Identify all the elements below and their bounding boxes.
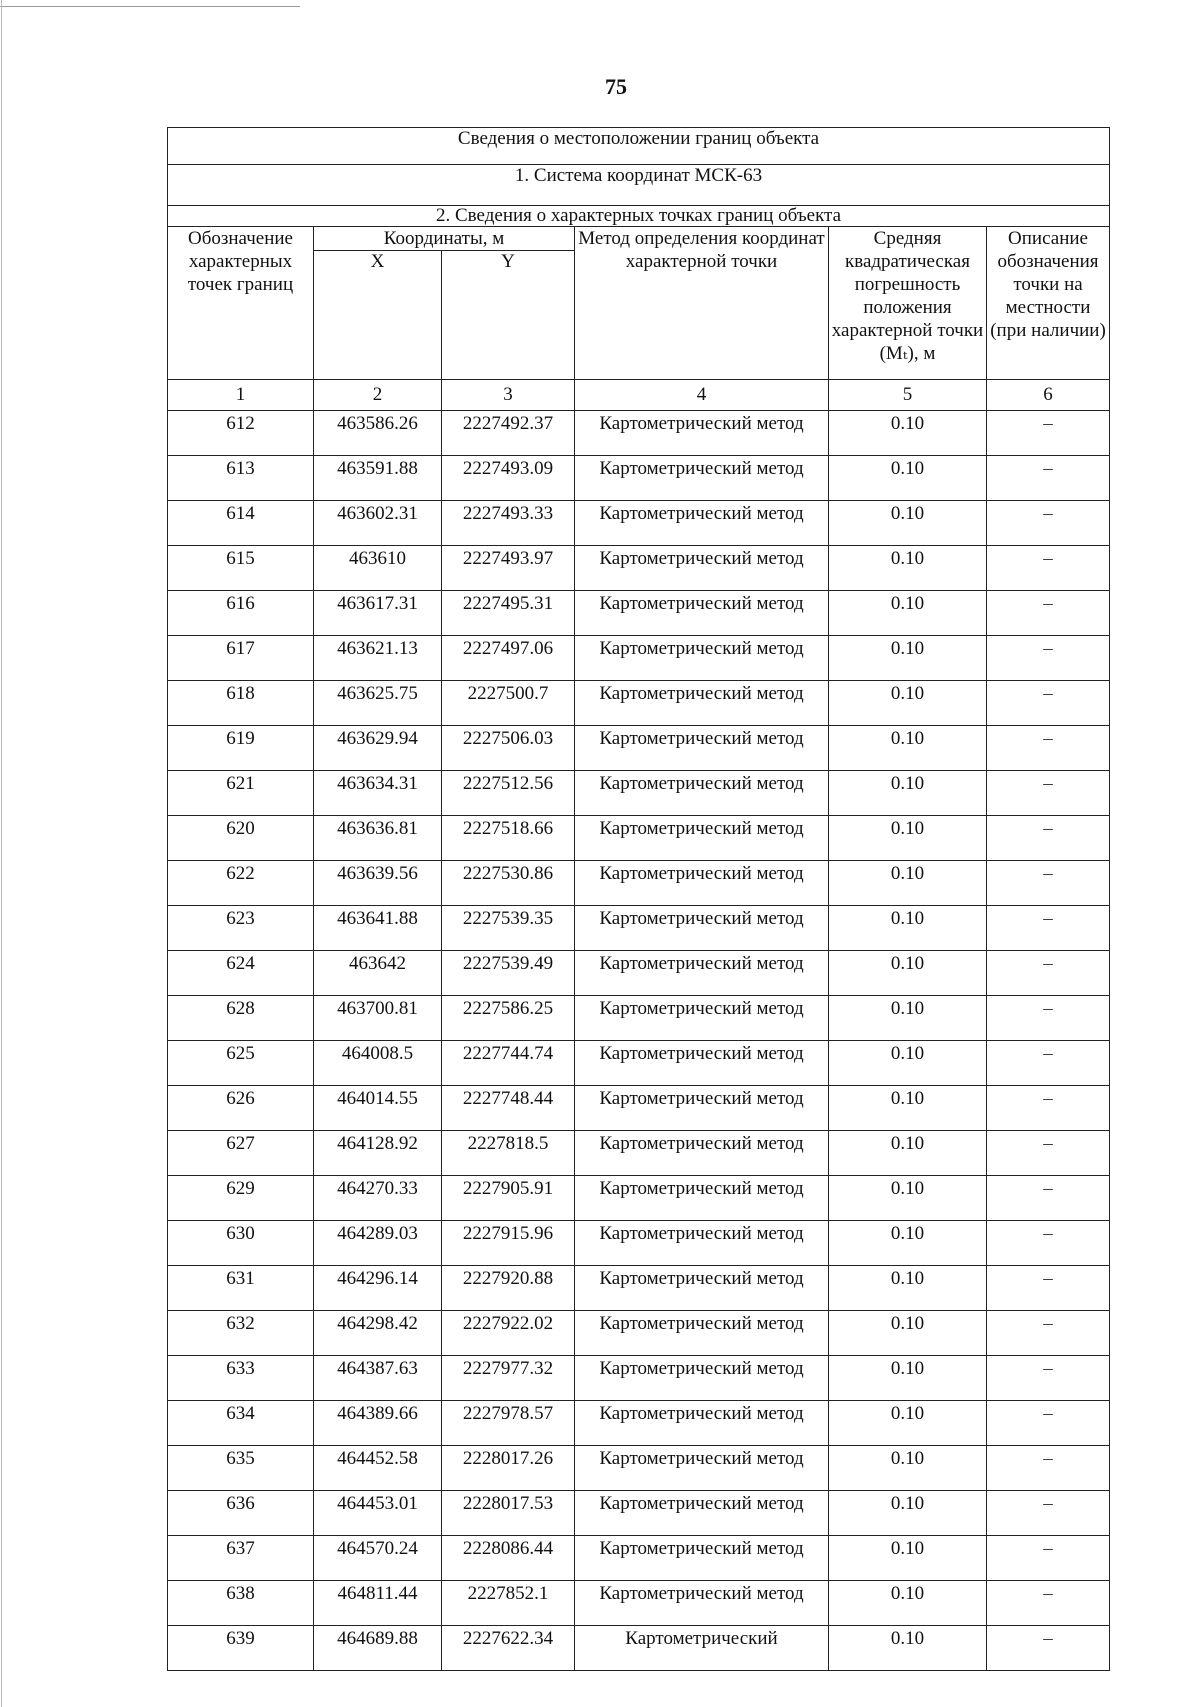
description-cell: –: [987, 771, 1110, 816]
error-cell: 0.10: [829, 1221, 987, 1266]
y-cell: 2227852.1: [442, 1581, 575, 1626]
coordinate-system: 1. Система координат МСК-63: [168, 165, 1110, 206]
point-cell: 630: [168, 1221, 314, 1266]
header-description: Описание обозначения точки на местности (при наличии): [987, 227, 1110, 380]
point-cell: 613: [168, 456, 314, 501]
error-cell: 0.10: [829, 906, 987, 951]
x-cell: 464689.88: [314, 1626, 442, 1671]
column-numbers-row: [168, 380, 1110, 411]
x-cell: 464289.03: [314, 1221, 442, 1266]
table-row: [168, 1536, 1110, 1581]
error-cell: 0.10: [829, 591, 987, 636]
description-cell: –: [987, 1581, 1110, 1626]
column-number: 5: [829, 380, 987, 411]
page-number: 75: [605, 74, 627, 99]
x-cell: 464387.63: [314, 1356, 442, 1401]
point-cell: 622: [168, 861, 314, 906]
point-cell: 618: [168, 681, 314, 726]
x-cell: 463634.31: [314, 771, 442, 816]
method-cell: Картометрический метод: [575, 546, 829, 591]
y-cell: 2227586.25: [442, 996, 575, 1041]
point-cell: 619: [168, 726, 314, 771]
x-cell: 464128.92: [314, 1131, 442, 1176]
method-cell: Картометрический метод: [575, 726, 829, 771]
description-cell: –: [987, 1086, 1110, 1131]
header-method: Метод определения координат характерной точки: [575, 227, 829, 380]
method-cell: Картометрический метод: [575, 816, 829, 861]
y-cell: 2227493.33: [442, 501, 575, 546]
y-cell: 2227922.02: [442, 1311, 575, 1356]
x-cell: 463617.31: [314, 591, 442, 636]
y-cell: 2227622.34: [442, 1626, 575, 1671]
column-number: 2: [314, 380, 442, 411]
point-cell: 614: [168, 501, 314, 546]
error-cell: 0.10: [829, 1311, 987, 1356]
error-cell: 0.10: [829, 951, 987, 996]
y-cell: 2227915.96: [442, 1221, 575, 1266]
method-cell: Картометрический метод: [575, 411, 829, 456]
x-cell: 464452.58: [314, 1446, 442, 1491]
x-cell: 463625.75: [314, 681, 442, 726]
error-cell: 0.10: [829, 1491, 987, 1536]
description-cell: –: [987, 906, 1110, 951]
error-cell: 0.10: [829, 1131, 987, 1176]
method-cell: Картометрический метод: [575, 1041, 829, 1086]
table-row: [168, 1041, 1110, 1086]
error-cell: 0.10: [829, 501, 987, 546]
table-row: [168, 1131, 1110, 1176]
method-cell: Картометрический метод: [575, 1311, 829, 1356]
method-cell: Картометрический метод: [575, 1356, 829, 1401]
description-cell: –: [987, 411, 1110, 456]
method-cell: Картометрический метод: [575, 456, 829, 501]
error-cell: 0.10: [829, 636, 987, 681]
method-cell: Картометрический метод: [575, 1221, 829, 1266]
table-title: Сведения о местоположении границ объекта: [168, 128, 1110, 165]
error-cell: 0.10: [829, 816, 987, 861]
x-cell: 463610: [314, 546, 442, 591]
y-cell: 2227492.37: [442, 411, 575, 456]
point-cell: 625: [168, 1041, 314, 1086]
method-cell: Картометрический метод: [575, 1581, 829, 1626]
method-cell: Картометрический метод: [575, 681, 829, 726]
point-cell: 636: [168, 1491, 314, 1536]
description-cell: –: [987, 546, 1110, 591]
description-cell: –: [987, 1041, 1110, 1086]
description-cell: –: [987, 996, 1110, 1041]
error-cell: 0.10: [829, 411, 987, 456]
point-cell: 616: [168, 591, 314, 636]
y-cell: 2227748.44: [442, 1086, 575, 1131]
y-cell: 2227977.32: [442, 1356, 575, 1401]
description-cell: –: [987, 1221, 1110, 1266]
point-cell: 632: [168, 1311, 314, 1356]
x-cell: 463586.26: [314, 411, 442, 456]
header-x: X: [314, 251, 442, 380]
y-cell: 2227539.35: [442, 906, 575, 951]
point-cell: 626: [168, 1086, 314, 1131]
point-cell: 639: [168, 1626, 314, 1671]
table-row: [168, 906, 1110, 951]
description-cell: –: [987, 1131, 1110, 1176]
y-cell: 2227497.06: [442, 636, 575, 681]
header-error: Средняя квадратическая погрешность положения характерной точки (Mₜ), м: [829, 227, 987, 380]
method-cell: Картометрический метод: [575, 1086, 829, 1131]
table-row: [168, 951, 1110, 996]
x-cell: 463639.56: [314, 861, 442, 906]
header-coords: Координаты, м: [314, 227, 575, 251]
column-number: 4: [575, 380, 829, 411]
error-cell: 0.10: [829, 1041, 987, 1086]
point-cell: 627: [168, 1131, 314, 1176]
table-row: [168, 636, 1110, 681]
point-cell: 617: [168, 636, 314, 681]
table-row: [168, 861, 1110, 906]
description-cell: –: [987, 1491, 1110, 1536]
error-cell: 0.10: [829, 1266, 987, 1311]
y-cell: 2227905.91: [442, 1176, 575, 1221]
point-cell: 635: [168, 1446, 314, 1491]
y-cell: 2227506.03: [442, 726, 575, 771]
table-row: [168, 1356, 1110, 1401]
point-cell: 637: [168, 1536, 314, 1581]
y-cell: 2228017.53: [442, 1491, 575, 1536]
error-cell: 0.10: [829, 681, 987, 726]
method-cell: Картометрический метод: [575, 1446, 829, 1491]
y-cell: 2227495.31: [442, 591, 575, 636]
table-row: [168, 1491, 1110, 1536]
error-cell: 0.10: [829, 996, 987, 1041]
x-cell: 464296.14: [314, 1266, 442, 1311]
method-cell: Картометрический метод: [575, 1266, 829, 1311]
table-row: [168, 1086, 1110, 1131]
scan-edge-top: [0, 6, 300, 7]
y-cell: 2227818.5: [442, 1131, 575, 1176]
description-cell: –: [987, 636, 1110, 681]
x-cell: 463591.88: [314, 456, 442, 501]
table-row: [168, 456, 1110, 501]
table-row: [168, 1446, 1110, 1491]
method-cell: Картометрический метод: [575, 1131, 829, 1176]
error-cell: 0.10: [829, 456, 987, 501]
description-cell: –: [987, 951, 1110, 996]
table-row: [168, 1266, 1110, 1311]
point-cell: 623: [168, 906, 314, 951]
table-row: [168, 501, 1110, 546]
description-cell: –: [987, 681, 1110, 726]
description-cell: –: [987, 501, 1110, 546]
method-cell: Картометрический метод: [575, 636, 829, 681]
table-row: [168, 1221, 1110, 1266]
table-row: [168, 1626, 1110, 1671]
boundary-points-table: [167, 127, 1110, 1671]
x-cell: 463636.81: [314, 816, 442, 861]
method-cell: Картометрический метод: [575, 591, 829, 636]
point-cell: 621: [168, 771, 314, 816]
y-cell: 2227978.57: [442, 1401, 575, 1446]
point-cell: 638: [168, 1581, 314, 1626]
error-cell: 0.10: [829, 546, 987, 591]
y-cell: 2227512.56: [442, 771, 575, 816]
y-cell: 2227920.88: [442, 1266, 575, 1311]
point-cell: 612: [168, 411, 314, 456]
error-cell: 0.10: [829, 1086, 987, 1131]
description-cell: –: [987, 816, 1110, 861]
y-cell: 2228086.44: [442, 1536, 575, 1581]
point-cell: 631: [168, 1266, 314, 1311]
column-number: 3: [442, 380, 575, 411]
description-cell: –: [987, 1356, 1110, 1401]
table-row: [168, 816, 1110, 861]
method-cell: Картометрический метод: [575, 951, 829, 996]
error-cell: 0.10: [829, 1176, 987, 1221]
x-cell: 463629.94: [314, 726, 442, 771]
description-cell: –: [987, 1311, 1110, 1356]
table-row: [168, 411, 1110, 456]
table-row: [168, 1581, 1110, 1626]
error-cell: 0.10: [829, 726, 987, 771]
x-cell: 463641.88: [314, 906, 442, 951]
y-cell: 2227530.86: [442, 861, 575, 906]
point-cell: 620: [168, 816, 314, 861]
point-cell: 615: [168, 546, 314, 591]
y-cell: 2228017.26: [442, 1446, 575, 1491]
header-point: Обозначение характерных точек границ: [168, 227, 314, 380]
x-cell: 464570.24: [314, 1536, 442, 1581]
method-cell: Картометрический: [575, 1626, 829, 1671]
table-row: [168, 591, 1110, 636]
error-cell: 0.10: [829, 1626, 987, 1671]
description-cell: –: [987, 1176, 1110, 1221]
table-row: [168, 771, 1110, 816]
x-cell: 464389.66: [314, 1401, 442, 1446]
x-cell: 464014.55: [314, 1086, 442, 1131]
column-number: 1: [168, 380, 314, 411]
error-cell: 0.10: [829, 1536, 987, 1581]
table-row: [168, 726, 1110, 771]
x-cell: 463700.81: [314, 996, 442, 1041]
point-cell: 633: [168, 1356, 314, 1401]
method-cell: Картометрический метод: [575, 771, 829, 816]
x-cell: 464811.44: [314, 1581, 442, 1626]
y-cell: 2227493.09: [442, 456, 575, 501]
point-cell: 634: [168, 1401, 314, 1446]
point-cell: 628: [168, 996, 314, 1041]
x-cell: 463602.31: [314, 501, 442, 546]
description-cell: –: [987, 591, 1110, 636]
method-cell: Картометрический метод: [575, 1176, 829, 1221]
description-cell: –: [987, 726, 1110, 771]
table-row: [168, 546, 1110, 591]
table-row: [168, 996, 1110, 1041]
y-cell: 2227493.97: [442, 546, 575, 591]
x-cell: 464270.33: [314, 1176, 442, 1221]
y-cell: 2227518.66: [442, 816, 575, 861]
y-cell: 2227744.74: [442, 1041, 575, 1086]
header-y: Y: [442, 251, 575, 380]
description-cell: –: [987, 1266, 1110, 1311]
x-cell: 463621.13: [314, 636, 442, 681]
error-cell: 0.10: [829, 771, 987, 816]
method-cell: Картометрический метод: [575, 1536, 829, 1581]
x-cell: 464298.42: [314, 1311, 442, 1356]
y-cell: 2227539.49: [442, 951, 575, 996]
description-cell: –: [987, 1401, 1110, 1446]
x-cell: 464453.01: [314, 1491, 442, 1536]
method-cell: Картометрический метод: [575, 861, 829, 906]
table-row: [168, 1176, 1110, 1221]
error-cell: 0.10: [829, 1356, 987, 1401]
table-row: [168, 1311, 1110, 1356]
error-cell: 0.10: [829, 1401, 987, 1446]
description-cell: –: [987, 861, 1110, 906]
error-cell: 0.10: [829, 1446, 987, 1491]
method-cell: Картометрический метод: [575, 501, 829, 546]
method-cell: Картометрический метод: [575, 996, 829, 1041]
x-cell: 464008.5: [314, 1041, 442, 1086]
error-cell: 0.10: [829, 861, 987, 906]
description-cell: –: [987, 1536, 1110, 1581]
table-row: [168, 1401, 1110, 1446]
point-cell: 624: [168, 951, 314, 996]
method-cell: Картометрический метод: [575, 1491, 829, 1536]
description-cell: –: [987, 1446, 1110, 1491]
method-cell: Картометрический метод: [575, 906, 829, 951]
description-cell: –: [987, 1626, 1110, 1671]
scan-edge-left: [1, 0, 2, 1707]
point-cell: 629: [168, 1176, 314, 1221]
error-cell: 0.10: [829, 1581, 987, 1626]
y-cell: 2227500.7: [442, 681, 575, 726]
section-2-title: 2. Сведения о характерных точках границ объекта: [168, 206, 1110, 227]
table-row: [168, 681, 1110, 726]
method-cell: Картометрический метод: [575, 1401, 829, 1446]
column-number: 6: [987, 380, 1110, 411]
x-cell: 463642: [314, 951, 442, 996]
description-cell: –: [987, 456, 1110, 501]
